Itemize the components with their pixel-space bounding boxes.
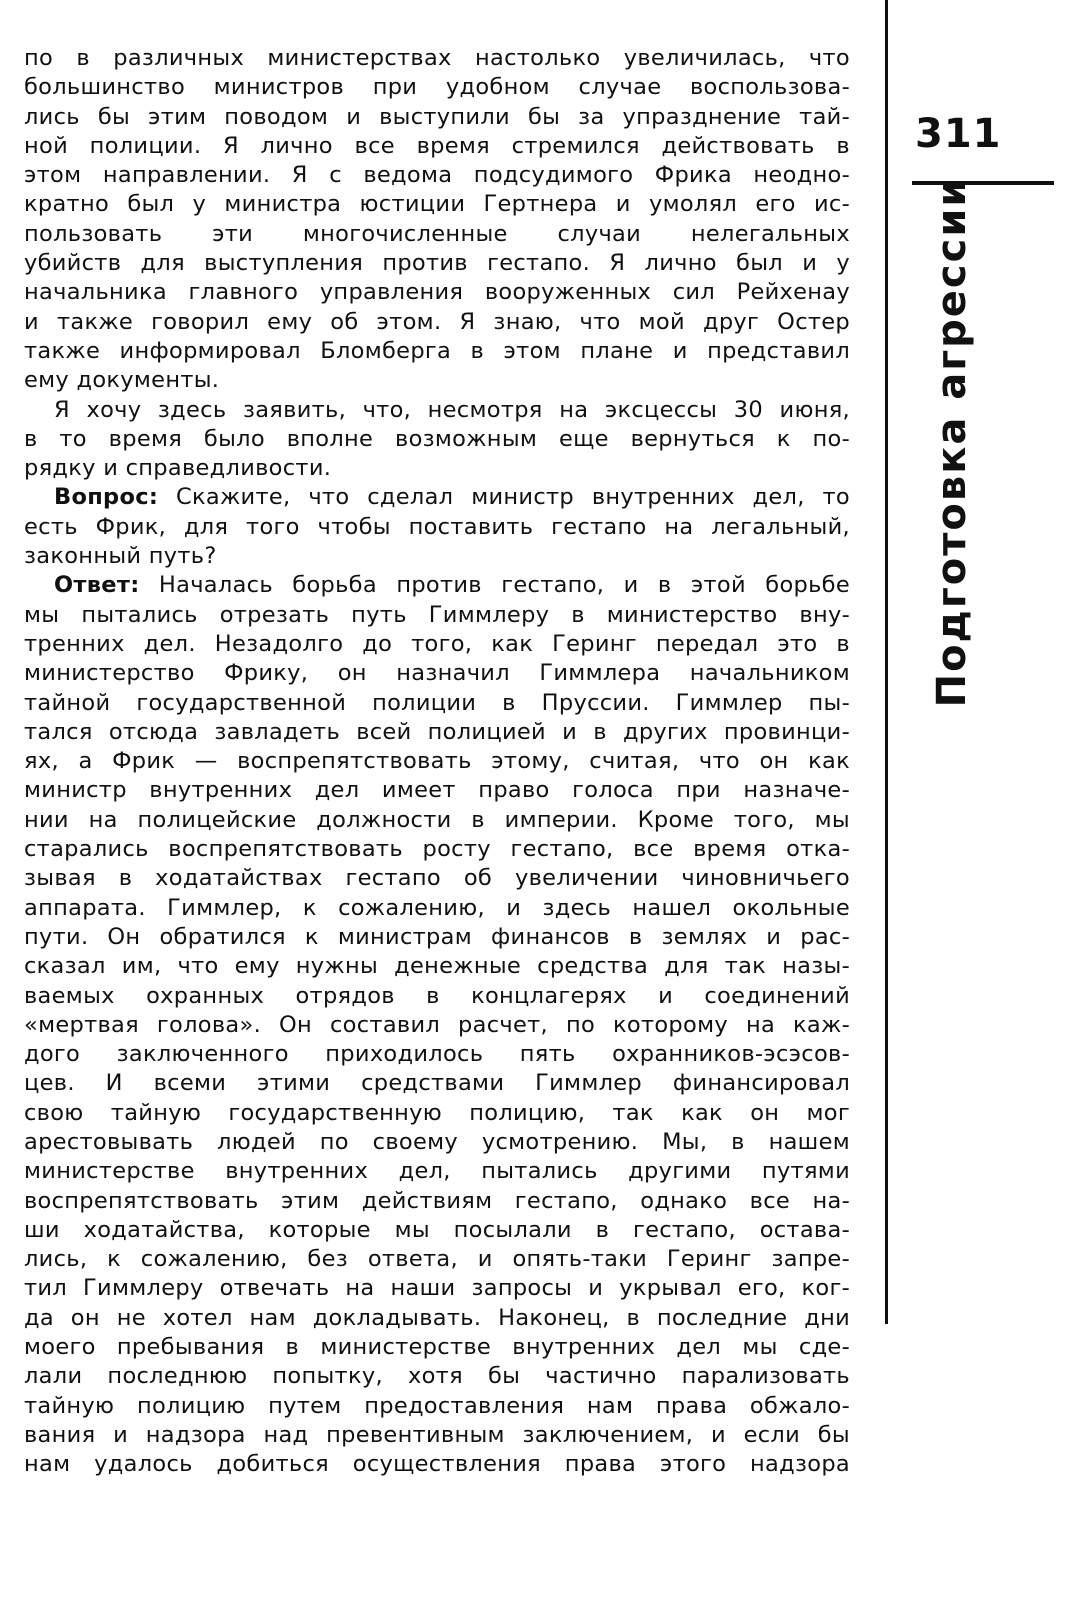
text-line: большинство министров при удобном случае воспользова- bbox=[24, 74, 850, 101]
question-label: Вопрос: bbox=[54, 484, 159, 511]
text-line: мы пытались отрезать путь Гиммлеру в министерство вну- bbox=[24, 601, 850, 628]
text-line: пользовать эти многочисленные случаи нелегальных bbox=[24, 220, 850, 247]
text-line: старались воспрепятствовать росту гестапо, все время отка- bbox=[24, 836, 850, 863]
text-line: пути. Он обратился к министрам финансов в землях и рас- bbox=[24, 923, 850, 950]
text-line: ях, а Фрик — воспрепятствовать этому, считая, что он как bbox=[24, 748, 850, 775]
text-line: министерстве внутренних дел, пытались другими путями bbox=[24, 1158, 850, 1185]
text-line: аппарата. Гиммлер, к сожалению, и здесь нашел окольные bbox=[24, 894, 850, 921]
text-line: «мертвая голова». Он составил расчет, по которому на каж- bbox=[24, 1011, 850, 1038]
text-line: свою тайную государственную полицию, так как он мог bbox=[24, 1099, 850, 1126]
text-line: тайную полицию путем предоставления нам права обжало- bbox=[24, 1392, 850, 1419]
text-line: нам удалось добиться осуществления права этого надзора bbox=[24, 1451, 850, 1478]
text-line: дого заключенного приходилось пять охранников-эсэсов- bbox=[24, 1041, 850, 1068]
text-line: и также говорил ему об этом. Я знаю, что мой друг Остер bbox=[24, 308, 850, 335]
text-line: лали последнюю попытку, хотя бы частично парализовать bbox=[24, 1363, 850, 1390]
text-line: министр внутренних дел имеет право голоса при назначе- bbox=[24, 777, 850, 804]
answer-text: Началась борьба против гестапо, и в этой борьбе bbox=[158, 572, 850, 599]
text-line: вания и надзора над превентивным заключением, и если бы bbox=[24, 1421, 850, 1448]
page-number: 311 bbox=[915, 111, 1002, 157]
text-line: в то время было вполне возможным еще вернуться к по- bbox=[24, 425, 850, 452]
text-line: рядку и справедливости. bbox=[24, 455, 332, 482]
text-line: цев. И всеми этими средствами Гиммлер финансировал bbox=[24, 1070, 850, 1097]
text-line: Я хочу здесь заявить, что, несмотря на эксцессы 30 июня, bbox=[54, 396, 850, 423]
text-line: тренних дел. Незадолго до того, как Геринг передал это в bbox=[24, 630, 850, 657]
text-line: тил Гиммлеру отвечать на наши запросы и укрывал его, ког- bbox=[24, 1275, 850, 1302]
text-line: ной полиции. Я лично все время стремился действовать в bbox=[24, 132, 850, 159]
answer-label: Ответ: bbox=[54, 572, 140, 599]
text-line: убийств для выступления против гестапо. Я лично был и у bbox=[24, 250, 850, 277]
running-title: Подготовка агрессии bbox=[929, 176, 975, 708]
text-line: сказал им, что ему нужны денежные средства для так назы- bbox=[24, 953, 850, 980]
text-line: этом направлении. Я с ведома подсудимого Фрика неодно- bbox=[24, 162, 850, 189]
text-line: моего пребывания в министерстве внутренних дел мы сде- bbox=[24, 1334, 850, 1361]
text-line: министерство Фрику, он назначил Гиммлера начальником bbox=[24, 660, 850, 687]
text-line: тался отсюда завладеть всей полицией и в других провинци- bbox=[24, 718, 850, 745]
question-line bbox=[24, 483, 850, 512]
text-line: есть Фрик, для того чтобы поставить гестапо на легальный, bbox=[24, 513, 850, 540]
text-line: ему документы. bbox=[24, 367, 220, 394]
text-line: законный путь? bbox=[24, 543, 217, 570]
text-line: тайной государственной полиции в Пруссии. Гиммлер пы- bbox=[24, 689, 850, 716]
text-line: воспрепятствовать этим действиям гестапо, однако все на- bbox=[24, 1187, 850, 1214]
text-line: нии на полицейские должности в империи. Кроме того, мы bbox=[24, 806, 850, 833]
text-line: лись, к сожалению, без ответа, и опять-таки Геринг запре- bbox=[24, 1246, 850, 1273]
text-line: по в различных министерствах настолько увеличилась, что bbox=[24, 45, 850, 71]
text-line: лись бы этим поводом и выступили бы за упразднение тай- bbox=[24, 103, 850, 130]
text-line: ваемых охранных отрядов в концлагерях и соединений bbox=[24, 982, 850, 1009]
text-line: начальника главного управления вооруженных сил Рейхенау bbox=[24, 279, 850, 306]
question-text: Скажите, что сделал министр внутренних дел, то bbox=[176, 484, 850, 511]
body-text bbox=[24, 44, 850, 1480]
text-line: арестовывать людей по своему усмотрению. Мы, в нашем bbox=[24, 1128, 850, 1155]
margin-vertical-rule bbox=[885, 0, 888, 1324]
text-line: также информировал Бломберга в этом плане и представил bbox=[24, 337, 850, 364]
text-line: кратно был у министра юстиции Гертнера и умолял его ис- bbox=[24, 191, 850, 218]
text-line: ши ходатайства, которые мы посылали в гестапо, остава- bbox=[24, 1216, 850, 1243]
text-line: да он не хотел нам докладывать. Наконец, в последние дни bbox=[24, 1304, 850, 1331]
text-line: зывая в ходатайствах гестапо об увеличении чиновничьего bbox=[24, 865, 850, 892]
answer-line bbox=[24, 571, 850, 600]
